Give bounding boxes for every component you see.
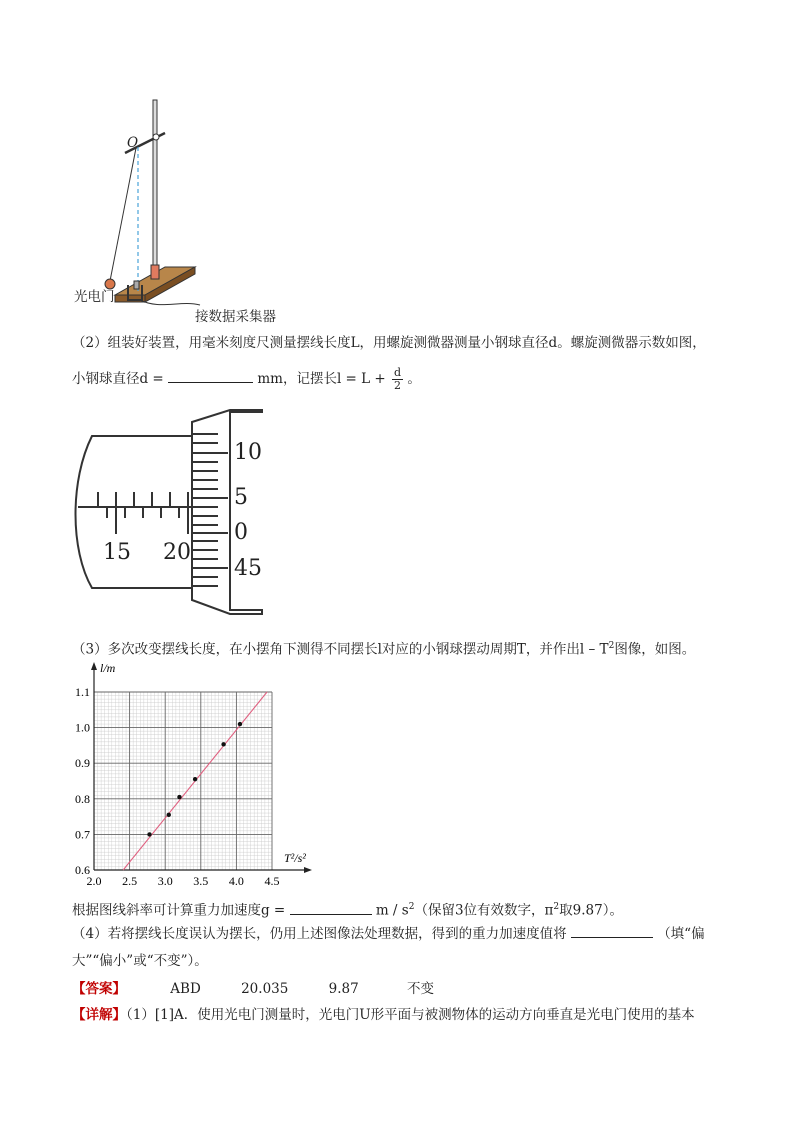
q3-text-b: 图像，如图。 — [614, 641, 696, 658]
q3b-text-b: m / s — [375, 902, 409, 919]
chart-x-ticks — [87, 874, 280, 888]
d-over-2-fraction — [392, 367, 403, 392]
point-o-label: O — [127, 135, 139, 151]
answer-value-1: ABD — [170, 981, 201, 997]
q2-line2 — [72, 367, 421, 392]
q4-answer-blank[interactable] — [571, 923, 653, 938]
data-point — [193, 777, 197, 781]
thimble-label-5: 5 — [234, 485, 248, 510]
q3b-sup-2: 2 — [408, 902, 415, 912]
x-tick-label: 2.0 — [86, 874, 102, 888]
diameter-answer-blank[interactable] — [168, 368, 253, 383]
q2-prefix: 小钢球直径d = — [72, 371, 164, 387]
y-tick-label: 0.9 — [75, 756, 90, 771]
answer-value-2: 20.035 — [241, 981, 289, 997]
x-tick-label: 2.5 — [122, 874, 138, 888]
data-point — [167, 813, 171, 817]
micrometer-figure — [70, 400, 300, 625]
q3-sup: 2 — [608, 641, 615, 651]
answer-value-3: 9.87 — [328, 981, 359, 997]
y-tick-label: 0.8 — [75, 791, 90, 806]
q4-line1 — [72, 923, 705, 944]
q3b-text-a: 根据图线斜率可计算重力加速度g = — [72, 902, 286, 919]
data-point — [238, 722, 242, 726]
g-answer-blank[interactable] — [290, 900, 372, 915]
q3b-text-c: （保留3位有效数字，π — [414, 902, 554, 919]
q3b-line — [72, 897, 623, 921]
q2-end: 。 — [407, 371, 421, 387]
data-point — [221, 742, 225, 746]
x-tick-label: 3.0 — [157, 874, 173, 888]
y-tick-label: 0.6 — [75, 863, 90, 877]
x-tick-label: 3.5 — [193, 874, 209, 888]
fraction-denominator: 2 — [394, 379, 402, 392]
y-axis-arrow — [91, 662, 97, 670]
chart-x-axis-label: T²/s² — [284, 851, 306, 865]
q4-text-a: （4）若将摆线长度误认为摆长，仍用上述图像法处理数据，得到的重力加速度值将 — [72, 926, 567, 942]
x-tick-label: 4.5 — [264, 874, 280, 888]
q2-unit: mm，记摆长l = L + — [257, 371, 386, 387]
answer-line — [72, 979, 434, 999]
detail-tag: 【详解】 — [72, 1007, 126, 1023]
q3b-pi-sup: 2 — [553, 902, 560, 912]
fraction-numerator: d — [394, 366, 402, 379]
answer-tag: 【答案】 — [72, 981, 126, 997]
chart-y-ticks — [75, 685, 90, 877]
x-axis-arrow — [304, 867, 312, 873]
data-point — [147, 832, 151, 836]
y-tick-label: 1.0 — [75, 720, 90, 735]
y-tick-label: 1.1 — [75, 685, 90, 699]
main-scale-label-20: 20 — [163, 540, 191, 565]
l-vs-t2-chart — [62, 655, 332, 895]
main-scale-label-15: 15 — [103, 540, 131, 565]
x-tick-label: 4.0 — [228, 874, 244, 888]
thimble-label-10: 10 — [234, 440, 262, 465]
detail-text: （1）[1]A．使用光电门测量时，光电门U形平面与被测物体的运动方向垂直是光电门使用的基本 — [126, 1007, 695, 1023]
thimble-label-0: 0 — [234, 520, 248, 545]
thimble-label-45: 45 — [234, 556, 262, 581]
detail-line — [72, 1005, 695, 1025]
y-tick-label: 0.7 — [75, 827, 90, 842]
photogate-label: 光电门 — [74, 289, 115, 305]
q3b-text-d: 取9.87）。 — [559, 902, 623, 919]
q2-line1: （2）组装好装置，用毫米刻度尺测量摆线长度L，用螺旋测微器测量小钢球直径d。螺旋测微器示数如图， — [72, 335, 706, 351]
q3-text-a: （3）多次改变摆线长度，在小摆角下测得不同摆长l对应的小钢球摆动周期T，并作出l – T — [72, 641, 609, 658]
q4-line2: 大”“偏小”或“不变”）。 — [72, 953, 208, 969]
q4-text-b: （填“偏 — [657, 926, 705, 942]
chart-y-axis-label: l/m — [100, 661, 116, 675]
answer-value-4: 不变 — [407, 981, 434, 997]
collector-label: 接数据采集器 — [195, 309, 276, 325]
data-point — [177, 795, 181, 799]
